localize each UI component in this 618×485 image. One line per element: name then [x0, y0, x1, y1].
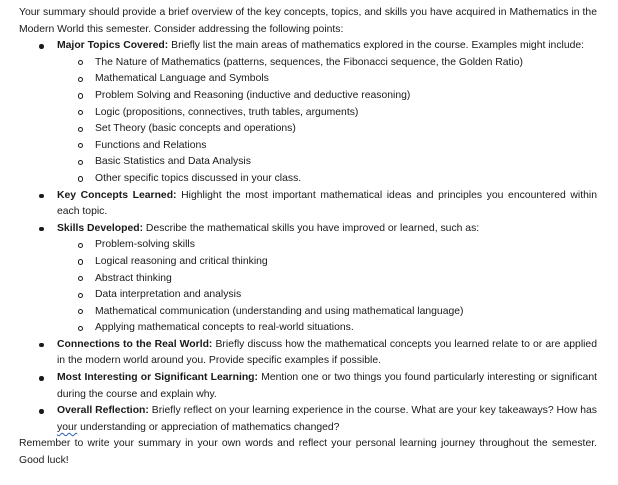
point-major-topics [57, 38, 597, 187]
list-item: Mathematical communication (understanding and using mathematical language) [95, 304, 597, 321]
list-item: Logic (propositions, connectives, truth tables, arguments) [95, 105, 597, 122]
point-title: Key Concepts Learned: [57, 189, 177, 201]
point-text: Briefly discuss how the mathematical concepts you learned relate to or are applied in the modern world around you. Provide specific examples if possible. [57, 338, 597, 367]
list-item: Applying mathematical concepts to real-world situations. [95, 320, 597, 337]
spellcheck-flagged-word[interactable]: your [57, 421, 78, 433]
point-text: understanding or appreciation of mathematics changed? [77, 421, 340, 433]
closing-paragraph: Remember to write your summary in your own words and reflect your personal learning journey throughout the semester. Good luck! [19, 438, 597, 467]
point-text: Describe the mathematical skills you have improved or learned, such as: [143, 222, 480, 234]
list-item: Problem Solving and Reasoning (inductive and deductive reasoning) [95, 88, 597, 105]
point-text: Mention one or two things you found particularly interesting or significant during the course and explain why. [57, 372, 597, 400]
point-overall-reflection [57, 403, 597, 436]
point-title: Connections to the Real World: [57, 338, 213, 350]
point-text: Briefly list the main areas of mathematics explored in the course. Examples might include: [168, 40, 585, 52]
point-interesting-learning [57, 370, 597, 403]
point-key-concepts [57, 188, 597, 221]
list-item: Data interpretation and analysis [95, 287, 597, 304]
list-item: Other specific topics discussed in your class. [95, 171, 597, 188]
list-item: Functions and Relations [95, 138, 597, 155]
points-list [19, 38, 597, 436]
point-skills-developed [57, 221, 597, 337]
list-item: Abstract thinking [95, 271, 597, 288]
major-topics-sublist [57, 55, 597, 188]
point-text: Highlight the most important mathematical ideas and principles you encountered within each topic. [57, 189, 597, 218]
list-item: Mathematical Language and Symbols [95, 71, 597, 88]
list-item: The Nature of Mathematics (patterns, sequences, the Fibonacci sequence, the Golden Ratio) [95, 55, 597, 72]
point-real-world [57, 337, 597, 370]
point-title: Skills Developed: [57, 222, 144, 234]
list-item: Set Theory (basic concepts and operations) [95, 121, 597, 138]
point-title: Most Interesting or Significant Learning: [57, 372, 258, 384]
list-item: Problem-solving skills [95, 237, 597, 254]
point-text: Briefly reflect on your learning experience in the course. What are your key takeaways? How has [148, 405, 597, 417]
point-title: Major Topics Covered: [57, 40, 169, 52]
skills-sublist [57, 237, 597, 337]
point-title: Overall Reflection: [57, 405, 149, 417]
list-item: Basic Statistics and Data Analysis [95, 154, 597, 171]
list-item: Logical reasoning and critical thinking [95, 254, 597, 271]
intro-paragraph: Your summary should provide a brief overview of the key concepts, topics, and skills you have acquired in Mathematics in the Modern World this semester. Consider addressing the following points: [19, 7, 597, 35]
